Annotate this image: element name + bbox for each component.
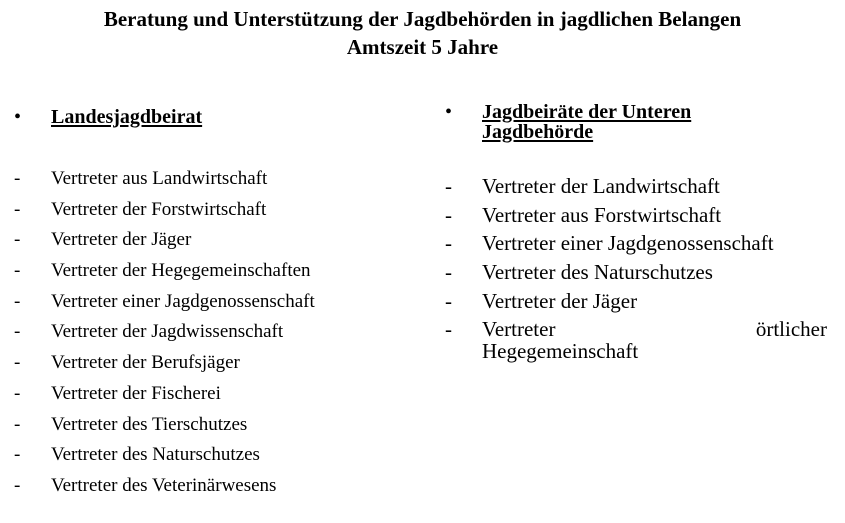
list-item-text: Vertreter des Tierschutzes — [51, 413, 248, 435]
right-heading-line1: Jagdbeiräte der Unteren — [482, 101, 692, 123]
bullet-icon: • — [445, 101, 453, 123]
dash-marker: - — [445, 317, 452, 342]
dash-marker: - — [445, 288, 452, 313]
list-item-text: Vertreter der Fischerei — [51, 382, 221, 404]
right-heading-line2: Jagdbehörde — [482, 121, 594, 143]
list-item-word: örtlicher — [755, 317, 827, 342]
list-item-text: Vertreter der Jagdwissenschaft — [51, 321, 284, 343]
dash-marker: - — [14, 474, 21, 496]
list-item-word: Vertreter — [482, 317, 556, 342]
page-subtitle: Amtszeit 5 Jahre — [346, 35, 499, 59]
bullet-icon: • — [14, 106, 22, 128]
list-item-text: Vertreter einer Jagdgenossenschaft — [51, 290, 315, 312]
dash-marker: - — [14, 382, 21, 404]
dash-marker: - — [14, 229, 21, 251]
list-item-text: Vertreter einer Jagdgenossenschaft — [482, 231, 774, 256]
dash-marker: - — [445, 231, 452, 256]
dash-marker: - — [14, 198, 21, 220]
list-item-text: Vertreter der Hegegemeinschaften — [51, 260, 311, 282]
dash-marker: - — [445, 260, 452, 285]
dash-marker: - — [14, 413, 21, 435]
dash-marker: - — [14, 352, 21, 374]
page-title: Beratung und Unterstützung der Jagdbehörden in jagdlichen Belangen — [103, 7, 742, 31]
dash-marker: - — [14, 444, 21, 466]
list-item-text: Vertreter des Naturschutzes — [51, 444, 260, 466]
dash-marker: - — [445, 174, 452, 198]
dash-marker: - — [14, 290, 21, 312]
list-item-text: Vertreter des Veterinärwesens — [51, 474, 277, 496]
list-item-text-line2: Hegegemeinschaft — [482, 339, 639, 364]
list-item-text: Vertreter der Forstwirtschaft — [51, 198, 267, 220]
list-item-text: Vertreter der Landwirtschaft — [482, 174, 720, 198]
list-item-text: Vertreter der Jäger — [482, 288, 638, 313]
dash-marker: - — [445, 202, 452, 227]
list-item-text: Vertreter aus Landwirtschaft — [51, 168, 268, 189]
dash-marker: - — [14, 321, 21, 343]
list-item-text: Vertreter der Berufsjäger — [51, 352, 240, 374]
left-heading: Landesjagdbeirat — [51, 106, 203, 128]
right-heading — [482, 102, 691, 142]
list-item-text: Vertreter der Jäger — [51, 229, 192, 251]
dash-marker: - — [14, 168, 21, 189]
dash-marker: - — [14, 260, 21, 282]
list-item-text: Vertreter des Naturschutzes — [482, 260, 713, 285]
list-item-text: Vertreter aus Forstwirtschaft — [482, 202, 722, 227]
